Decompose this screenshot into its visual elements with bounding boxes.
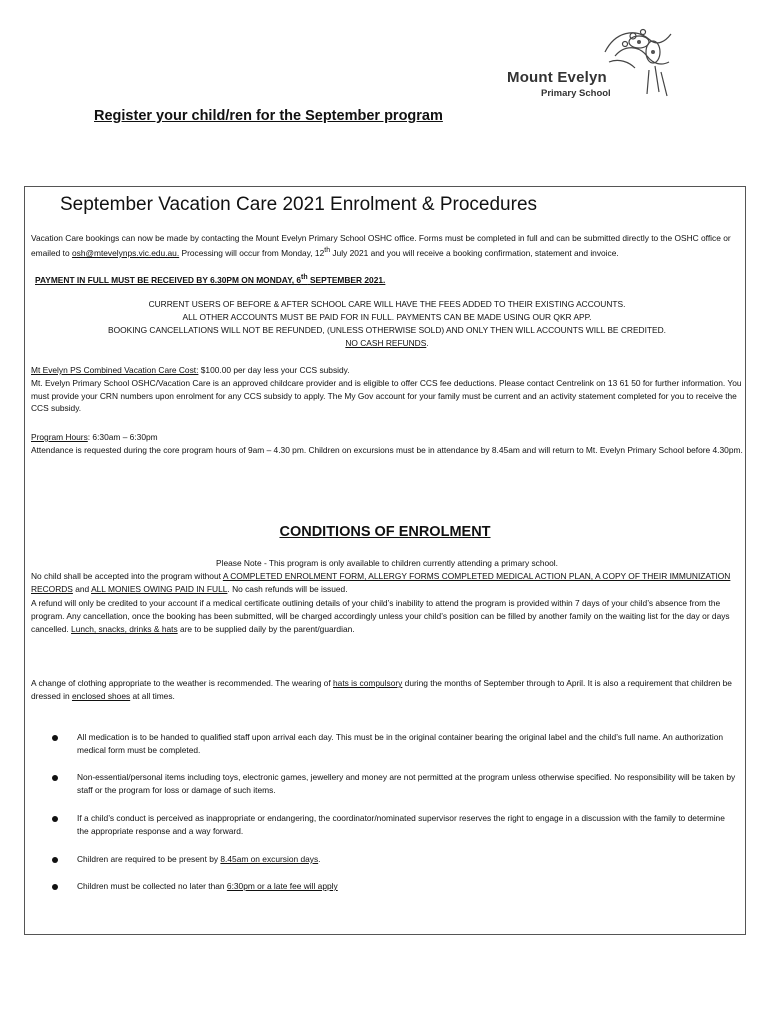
cond-p1-b: and [72, 583, 92, 594]
cond-p3-shoes: enclosed shoes [71, 690, 131, 701]
cond-p1-monies: ALL MONIES OWING PAID IN FULL [91, 583, 228, 594]
bullet-conduct: If a child’s conduct is perceived as inappropriate or endangering, the coordinator/nominated supervisor reserves the right to engage in a discussion with the family to determine the appropriate response and a way forward. [77, 813, 725, 837]
bullet-collection [77, 880, 737, 893]
school-logo [505, 22, 677, 104]
intro-text-c: July 2021 and you will receive a booking confirmation, statement and invoice. [330, 247, 619, 258]
intro-text-b: Processing will occur from Monday, 12 [179, 247, 325, 258]
caps-line-2: ALL OTHER ACCOUNTS MUST BE PAID FOR IN FULL. PAYMENTS CAN BE MADE USING OUR QKR APP. [182, 312, 592, 322]
hours-paragraph [31, 431, 743, 457]
cond-p1-required-docs: A COMPLETED ENROLMENT FORM, ALLERGY FORMS COMPLETED MEDICAL ACTION PLAN, A COPY OF THEIR IMMUNIZATION RECORDS [31, 571, 731, 594]
b4-text-b: . [318, 854, 321, 864]
register-heading: Register your child/ren for the September program [94, 108, 443, 124]
conditions-paragraph-3 [31, 677, 743, 703]
cond-p1-c: . No cash refunds will be issued. [227, 583, 348, 594]
caps-line-3: BOOKING CANCELLATIONS WILL NOT BE REFUNDED, (UNLESS OTHERWISE SOLD) AND ONLY THEN WILL ACCOUNTS WILL BE CREDITED. [108, 325, 666, 335]
bullet-dot [52, 884, 58, 890]
cost-label: Mt Evelyn PS Combined Vacation Care Cost: [31, 365, 199, 375]
bullet-dot [52, 816, 58, 822]
b5-late-fee: 6:30pm or a late fee will apply [226, 881, 338, 891]
intro-paragraph [31, 232, 743, 259]
cost-body: Mt. Evelyn Primary School OSHC/Vacation Care is an approved childcare provider and is eligible to offer CCS fee deductions. Please contact Centrelink on 13 61 50 for further information. You must provide your CRN numbers upon enrolment for any CCS subsidy to apply. The My Gov account for your family must be current and an activity statement completed for you to receive the CCS subsidy. [31, 377, 742, 414]
caps-line-4-end: . [426, 338, 429, 348]
cond-p2-a: A refund will only be credited to your account if a medical certificate outlining details of your child’s inability to attend the program is provided within 7 days of your child’s absence from the program. Any cancellation, once the booking has been submitted, will be charged accordingly unless your child’s position can be filled by another family on the waiting list for the day or days cancelled. [31, 598, 730, 634]
cond-p2-b: are to be supplied daily by the parent/guardian. [177, 623, 355, 634]
bullet-personal-items: Non-essential/personal items including toys, electronic games, jewellery and money are not permitted at the program unless otherwise specified. No responsibility will be taken by staff or the program for loss or damage of such items. [77, 772, 736, 796]
logo-line-1: Mount Evelyn [507, 69, 607, 86]
caps-line-4 [31, 337, 743, 350]
payment-deadline [35, 272, 747, 287]
intro-sup: th [324, 246, 331, 254]
intro-text-a: Vacation Care bookings can now be made by contacting the Mount Evelyn Primary School OSHC office. Forms must be completed in full and can be submitted directly to the OSHC office or emailed to [31, 233, 731, 258]
bullet-medication: All medication is to be handed to qualified staff upon arrival each day. This must be in the original container bearing the original label and the child’s full name. An authorization medical form must be completed. [77, 732, 724, 756]
page-title: September Vacation Care 2021 Enrolment & Procedures [60, 194, 538, 215]
no-cash-refunds: NO CASH REFUNDS [345, 338, 427, 348]
cond-p3-b: during the months of September through to April. It is also a requirement that children be dressed in [31, 678, 732, 701]
b5-text-a: Children must be collected no later than [77, 881, 227, 891]
payment-text-a: PAYMENT IN FULL MUST BE RECEIVED BY 6.30PM ON MONDAY, 6 [35, 274, 302, 285]
cond-p2-supplies: Lunch, snacks, drinks & hats [71, 623, 178, 634]
b4-time: 8.45am on excursion days [220, 854, 319, 864]
cond-p3-hats: hats is compulsory [333, 678, 403, 688]
cond-p3-a: A change of clothing appropriate to the weather is recommended. The wearing of [31, 678, 333, 688]
payment-sup: th [301, 274, 308, 281]
payment-text-b: SEPTEMBER 2021. [307, 274, 386, 285]
hours-body: Attendance is requested during the core program hours of 9am – 4.30 pm. Children on excursions must be in attendance by 8.45am and will return to Mt. Evelyn Primary School before 4.30pm. [31, 444, 743, 455]
logo-line-2: Primary School [541, 88, 611, 99]
b4-text-a: Children are required to be present by [77, 854, 221, 864]
email-link[interactable]: osh@mtevelynps.vic.edu.au. [71, 247, 180, 258]
conditions-paragraph-1 [31, 570, 743, 596]
conditions-heading: CONDITIONS OF ENROLMENT [279, 524, 491, 540]
cost-value: $100.00 per day less your CCS subsidy. [198, 365, 350, 375]
conditions-note: Please Note - This program is only available to children currently attending a primary school. [216, 558, 558, 568]
bullet-dot [52, 775, 58, 781]
conditions-paragraph-2 [31, 597, 743, 635]
bullet-excursion [77, 853, 737, 866]
bullet-dot [52, 857, 58, 863]
cost-paragraph [31, 364, 743, 415]
cond-p3-c: at all times. [130, 690, 175, 701]
caps-line-1: CURRENT USERS OF BEFORE & AFTER SCHOOL CARE WILL HAVE THE FEES ADDED TO THEIR EXISTING ACCOUNTS. [148, 299, 626, 309]
cond-p1-a: No child shall be accepted into the program without [31, 571, 223, 581]
bullet-dot [52, 735, 58, 741]
hours-value: : 6:30am – 6:30pm [87, 432, 158, 442]
hours-label: Program Hours [31, 432, 88, 442]
